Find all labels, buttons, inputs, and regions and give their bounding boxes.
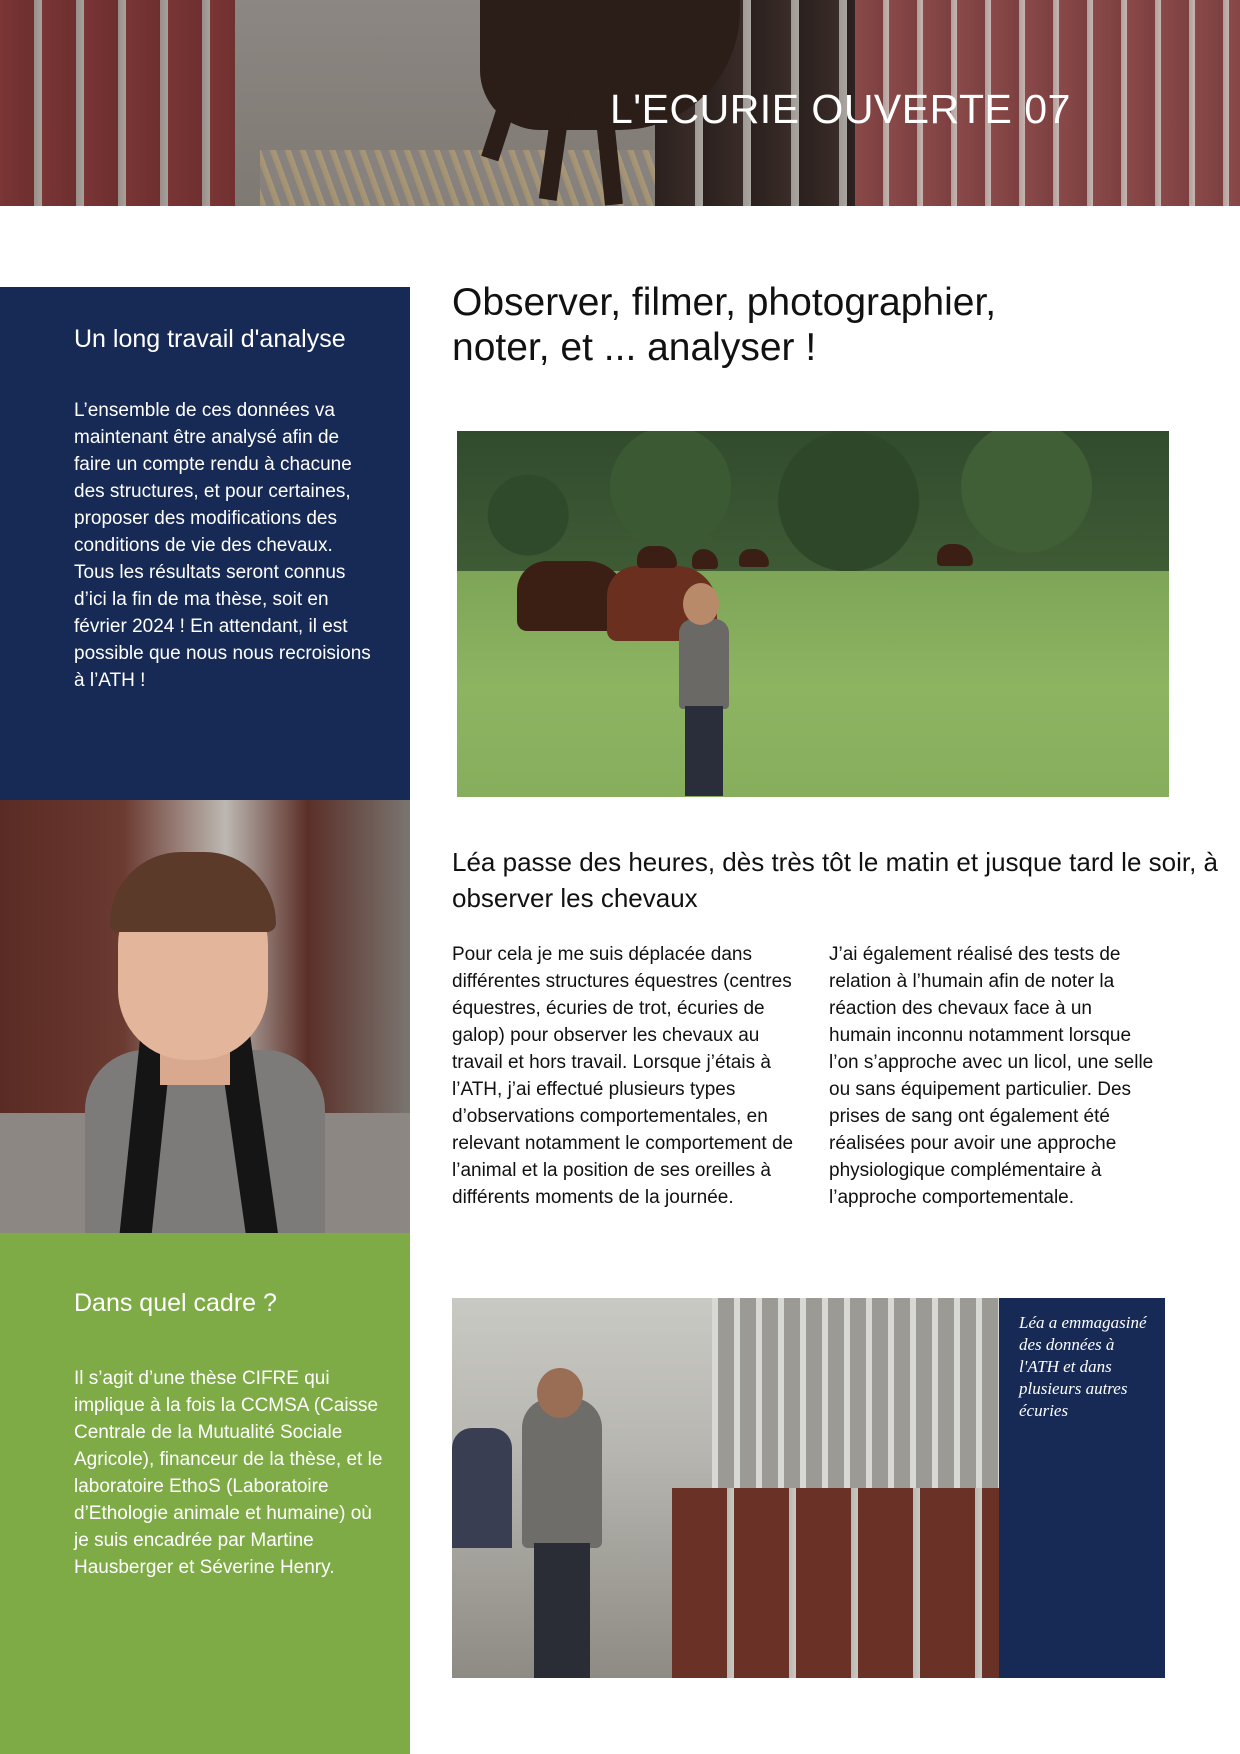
framework-box [0,1233,410,1754]
stall-doors-left [0,0,235,206]
photo-caption-box [999,1298,1165,1678]
person-hair [110,852,276,932]
photographer-body [522,1398,602,1548]
stable-photo [452,1298,999,1678]
analysis-box [0,287,410,800]
framework-body: Il s’agit d’une thèse CIFRE qui implique à la fois la CCMSA (Caisse Centrale de la Mutualité Sociale Agricole), financeur de la thèse, et le laboratoire EthoS (Laboratoire d’Ethologie animale et humaine) où je suis encadrée par Martine Hausberger et Séverine Henry. [74,1368,383,1578]
header-stable-photo [0,0,1240,206]
portrait-photo [0,800,410,1233]
photographer-head [683,583,719,625]
analysis-heading: Un long travail d'analyse [74,325,346,353]
photographer-head [537,1368,583,1418]
background-people [452,1428,512,1548]
photographer-body [679,619,729,709]
article-subtitle: Léa passe des heures, dès très tôt le matin et jusque tard le soir, à observer les chevaux [452,847,1218,913]
article-title: Observer, filmer, photographier, noter, et ... analyser ! [452,281,997,369]
photographer-legs [534,1543,590,1678]
photographer-legs [685,706,723,796]
magazine-title: L'ECURIE OUVERTE 07 [610,86,1071,132]
stall-wood-doors [672,1488,999,1678]
tree-line [457,431,1169,571]
article-column-2: J’ai également réalisé des tests de relation à l’humain afin de noter la réaction des chevaux face à un humain inconnu notamment lorsque l’on s’approche avec un licol, une selle ou sans équipement particulier. Des prises de sang ont également été réalisées pour avoir une approche physiologique complémentaire à l’approche comportementale. [829,944,1154,1208]
photo-caption: Léa a emmagasiné des données à l'ATH et dans plusieurs autres écuries [1019,1313,1147,1420]
analysis-body: L’ensemble de ces données va maintenant être analysé afin de faire un compte rendu à chacune des structures, et pour certaines, proposer des modifications des conditions de vie des chevaux. Tous les résultats seront connus d’ici la fin de ma thèse, soit en février 2024 ! En attendant, il est possible que nous nous recroisions à l’ATH ! [74,400,371,691]
article-column-1: Pour cela je me suis déplacée dans différentes structures équestres (centres équestres, écuries de trot, écuries de galop) pour observer les chevaux au travail et hors travail. Lorsque j’étais à l’ATH, j’ai effectué plusieurs types d’observations comportementales, en relevant notamment le comportement de l’animal et la position de ses oreilles à différents moments de la journée. [452,944,794,1208]
framework-heading: Dans quel cadre ? [74,1289,277,1317]
stall-bars [712,1298,999,1498]
field-photo [457,431,1169,797]
